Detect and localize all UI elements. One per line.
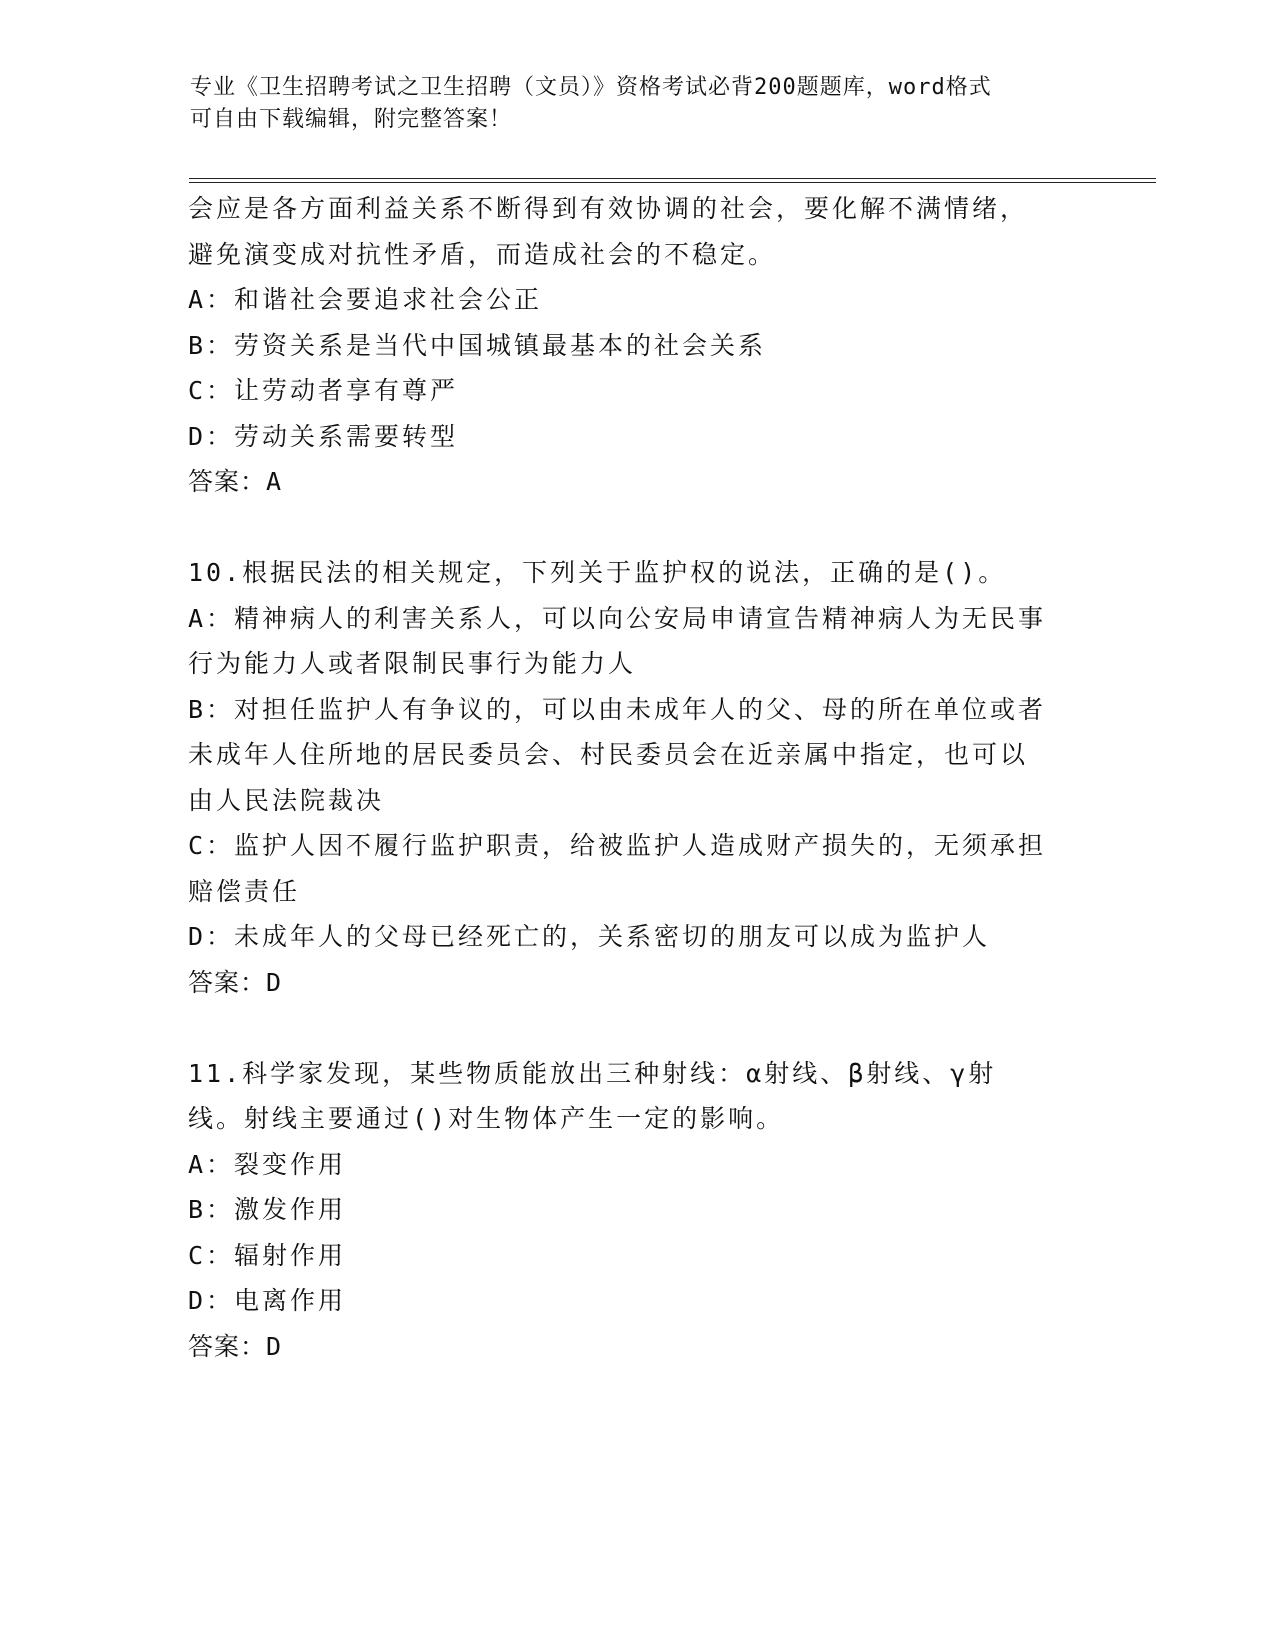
option-b-cont: 未成年人住所地的居民委员会、村民委员会在近亲属中指定，也可以 bbox=[188, 740, 1029, 769]
option-d: D：劳动关系需要转型 bbox=[188, 421, 459, 451]
option-b: B：劳资关系是当代中国城镇最基本的社会关系 bbox=[188, 330, 767, 360]
answer: 答案：A bbox=[188, 467, 283, 496]
option-c: C：监护人因不履行监护职责，给被监护人造成财产损失的，无须承担 bbox=[188, 831, 1047, 860]
option-b: B：激发作用 bbox=[188, 1195, 347, 1224]
header-divider bbox=[189, 178, 1156, 183]
question-stem: 10.根据民法的相关规定，下列关于监护权的说法，正确的是()。 bbox=[188, 558, 1007, 587]
option-c-cont: 赔偿责任 bbox=[188, 876, 301, 906]
document-header bbox=[190, 72, 1070, 136]
answer: 答案：D bbox=[188, 1331, 283, 1361]
option-a-cont: 行为能力人或者限制民事行为能力人 bbox=[188, 649, 637, 678]
question-stem-cont: 线。射线主要通过()对生物体产生一定的影响。 bbox=[188, 1104, 785, 1133]
question-content bbox=[188, 186, 1088, 1369]
option-c: C：让劳动者享有尊严 bbox=[188, 376, 459, 405]
question-11 bbox=[188, 1051, 1088, 1370]
option-b-cont: 由人民法院裁决 bbox=[188, 785, 385, 815]
stem-line: 会应是各方面利益关系不断得到有效协调的社会，要化解不满情绪， bbox=[188, 194, 1029, 223]
option-b: B：对担任监护人有争议的，可以由未成年人的父、母的所在单位或者 bbox=[188, 694, 1047, 724]
question-9-continued bbox=[188, 186, 1088, 505]
question-stem: 11.科学家发现，某些物质能放出三种射线：α射线、β射线、γ射 bbox=[188, 1058, 997, 1088]
spacer bbox=[188, 505, 1088, 551]
option-c: C：辐射作用 bbox=[188, 1240, 347, 1270]
option-a: A：裂变作用 bbox=[188, 1149, 347, 1179]
header-line-1: 专业《卫生招聘考试之卫生招聘（文员）》资格考试必背200题题库，word格式 bbox=[190, 75, 992, 100]
option-d: D：未成年人的父母已经死亡的，关系密切的朋友可以成为监护人 bbox=[188, 922, 991, 951]
question-10 bbox=[188, 550, 1088, 1005]
stem-line: 避免演变成对抗性矛盾，而造成社会的不稳定。 bbox=[188, 239, 777, 269]
option-a: A：和谐社会要追求社会公正 bbox=[188, 285, 543, 314]
option-a: A：精神病人的利害关系人，可以向公安局申请宣告精神病人为无民事 bbox=[188, 603, 1047, 633]
header-line-2: 可自由下载编辑，附完整答案！ bbox=[190, 107, 513, 132]
option-d: D：电离作用 bbox=[188, 1286, 347, 1315]
answer: 答案：D bbox=[188, 967, 283, 997]
spacer bbox=[188, 1005, 1088, 1051]
